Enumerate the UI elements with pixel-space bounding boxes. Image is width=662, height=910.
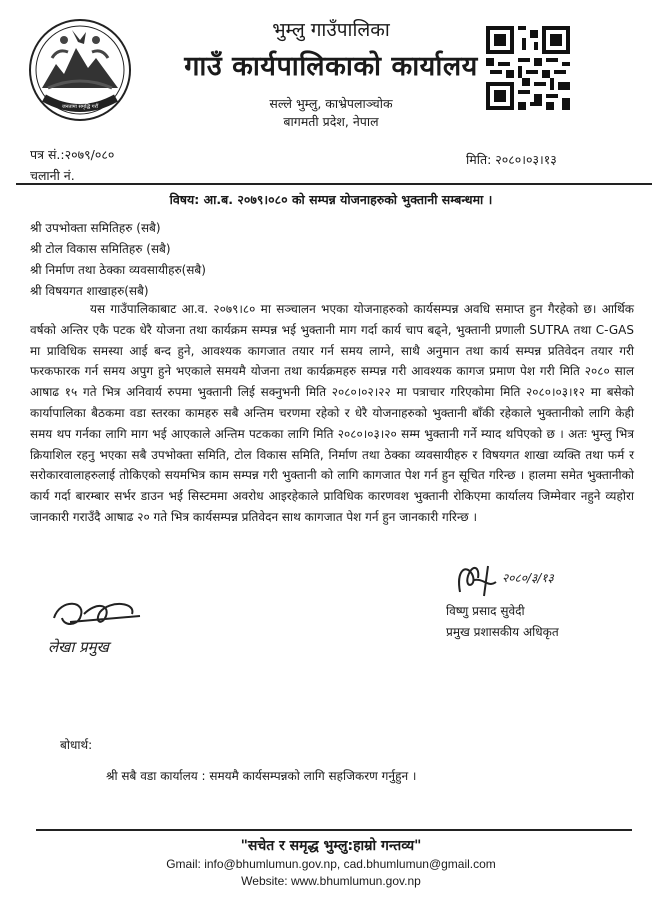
letter-body: [30, 299, 634, 528]
officer-name: विष्णु प्रसाद सुवेदी: [446, 604, 525, 618]
office-name: गाउँ कार्यपालिकाको कार्यालय: [184, 51, 478, 82]
reference-number: पत्र सं.:२०७९/०८०: [30, 147, 115, 162]
body-paragraph: यस गाउँपालिकाबाट आ.व. २०७९।८० मा सञ्चालन भएका योजनाहरुको कार्यसम्पन्न अवधि समाप्त हुन गैरहेको छ। आर्थिक वर्षको अन्तिर एकै पटक धेरै योजना तथा कार्यक्रम सम्पन्न भई भुक्तानी माग गर्दा कार्य चाप बढ्ने, भुक्तानी प्रणाली SUTRA तथा C-GAS मा प्राविधिक समस्या आई बन्द हुने, आवश्यक कागजात तयार गर्न समय लाग्ने, साथै अनुमान तथा कार्य सम्पन्न प्रतिवेदन तयार गरी फरकफारक गर्न समय अपुग हुने भएकाले समयमै योजना तथा कार्यक्रमहरु सम्पन्न गरी आवश्यक कागज प्रमाण पेश गरी मिति २०८० साल आषाढ १५ गते भित्र अनिवार्य रुपमा भुक्तानी लिई सक्नुभनी मिति २०८०।०२।२२ मा पत्राचार गरिएकोमा मिति २०८०।०३।१२ मा बसेको कार्यापालिका बैठकमा वडा स्तरका कामहरु सबै अन्तिम चरणमा रहेको र धेरै योजनाहरुको भुक्तानी बाँकी रहेकाले भुक्तानीको लागि केही समय थप गर्नका लागि माग भई आएकाले अन्तिम पटकका लागि मिति २०८०।०३।२० सम्म भुक्तानी गर्ने म्याद थपिएको छ । अतः भुम्लु भित्र क्रियाशिल रहनु भएका सबै उपभोक्ता समिति, टोल विकास समिति, निर्माण तथा ठेक्का व्यवसायीहरु र विषयगत शाखा व्यक्ति तथा फर्म र सरोकारवालाहरुलाई तोकिएको सयमभित्र काम सम्पन्न गरी भुक्तानी को लागि कागजात पेश गर्न हुन सूचित गरिन्छ । हालमा समेत भुक्तानीको कार्य गर्दा बारम्बार सर्भर डाउन भई सिस्टममा अवरोध आइरहेकाले प्राविधिक कारणवश भुक्तानी रोकिएमा कार्यालय जिम्मेवार नहुने व्यहोरा जानकारी गराउँदै आषाढ २० गते भित्र कार्यसम्पन्न प्रतिवेदन साथ कागजात पेश गर्न हुन जानकारी गरिन्छ ।: [30, 302, 634, 524]
recipient-2: श्री टोल विकास समितिहरु (सबै): [30, 242, 171, 256]
recipient-1: श्री उपभोक्ता समितिहरु (सबै): [30, 221, 161, 235]
officer-designation: प्रमुख प्रशासकीय अधिकृत: [446, 625, 559, 639]
footer-website: Website: www.bhumlumun.gov.np: [241, 874, 421, 888]
dispatch-number: चलानी नं.: [30, 168, 75, 183]
address-line-1: सल्ले भुम्लु, काभ्रेपलाञ्चोक: [269, 96, 393, 111]
emblem-text: जनतामा समृद्धि गरौँ: [62, 104, 98, 110]
left-signature-text: लेखा प्रमुख: [48, 638, 109, 656]
right-signature-icon: [444, 560, 594, 600]
municipality-name: भुम्लु गाउँपालिका: [272, 19, 390, 41]
signature-date: २०८०/३/१३: [502, 571, 554, 585]
recipient-4: श्री विषयगत शाखाहरु(सबै): [30, 284, 149, 298]
footer-motto: "सचेत र समृद्ध भुम्लु:हाम्रो गन्तव्य": [240, 838, 422, 854]
left-signature-icon: [40, 596, 180, 660]
cc-line: श्री सबै वडा कार्यालय : समयमै कार्यसम्पन्नको लागि सहजिकरण गर्नुहुन ।: [106, 769, 417, 783]
cc-label: बोधार्थ:: [60, 738, 93, 752]
footer-email: Gmail: info@bhumlumun.gov.np, cad.bhumlumun@gmail.com: [166, 857, 496, 871]
recipient-3: श्री निर्माण तथा ठेक्का व्यवसायीहरु(सबै): [30, 263, 206, 277]
address-line-2: बागमती प्रदेश, नेपाल: [283, 114, 379, 129]
letter-subject: विषय: आ.ब. २०७९।०८० को सम्पन्न योजनाहरुको भुक्तानी सम्बन्धमा ।: [169, 192, 493, 207]
header-divider: [16, 183, 652, 185]
letter-date: मिति: २०८०।०३।१३: [466, 152, 557, 167]
footer-divider: [36, 829, 632, 831]
